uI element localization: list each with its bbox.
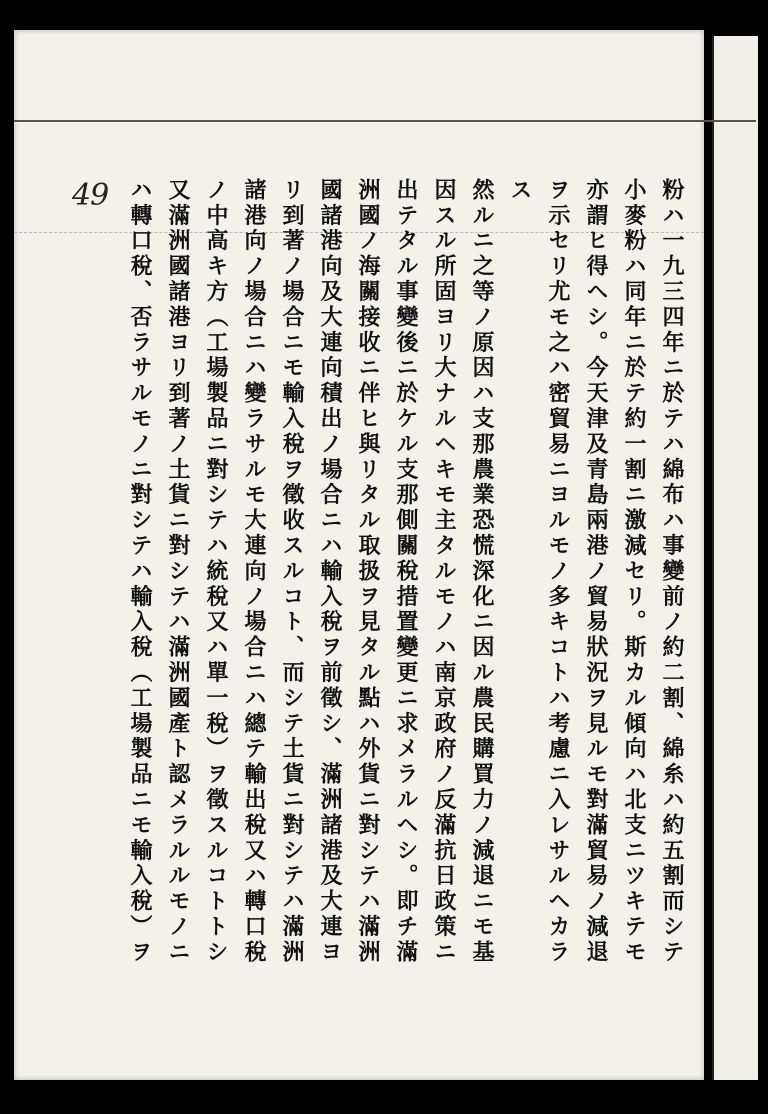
text-column: 諸港向ノ場合ニハ變ラサルモ大連向ノ場合ニハ總テ輸出稅又ハ轉口稅: [241, 178, 266, 966]
text-column: 小麥粉ハ同年ニ於テ約一割ニ激減セリ。斯カル傾向ハ北支ニツキテモ: [621, 178, 646, 966]
text-column: ノ中高キ方（工場製品ニ對シテハ統稅又ハ單一稅）ヲ徵スルコトトシ: [203, 178, 228, 966]
text-column: ハ轉口稅、否ラサルモノニ對シテハ輸入稅（工場製品ニモ輸入稅）ヲ: [127, 178, 152, 966]
text-column: 出テタル事變後ニ於ケル支那側關稅措置變更ニ求メラルヘシ。即チ滿: [393, 178, 418, 966]
text-column: 國諸港向及大連向積出ノ場合ニハ輸入稅ヲ前徵シ、滿洲諸港及大連ヨ: [317, 178, 342, 966]
adjacent-page-edge: [712, 36, 758, 1080]
header-rule: [14, 120, 756, 122]
text-column: 粉ハ一九三四年ニ於テハ綿布ハ事變前ノ約二割、綿糸ハ約五割而シテ: [659, 178, 684, 966]
text-column: ス: [507, 178, 532, 204]
vertical-text-block: [90, 178, 690, 1038]
text-column: ヲ示セリ尤モ之ハ密貿易ニヨルモノ多キコトハ考慮ニ入レサルヘカラ: [545, 178, 570, 966]
text-column: 洲國ノ海關接收ニ伴ヒ與リタル取扱ヲ見タル點ハ外貨ニ對シテハ滿洲: [355, 178, 380, 966]
text-column: リ到著ノ場合ニモ輸入稅ヲ徵收スルコト、而シテ土貨ニ對シテハ滿洲: [279, 178, 304, 966]
text-column: 因スル所固ヨリ大ナルヘキモ主タルモノハ南京政府ノ反滿抗日政策ニ: [431, 178, 456, 966]
text-column: 又滿洲國諸港ヨリ到著ノ土貨ニ對シテハ滿洲國產ト認メラルルモノニ: [165, 178, 190, 966]
text-column: 然ルニ之等ノ原因ハ支那農業恐慌深化ニ因ル農民購買力ノ減退ニモ基: [469, 178, 494, 966]
text-column: 亦謂ヒ得ヘシ。今天津及青島兩港ノ貿易狀況ヲ見ルモ對滿貿易ノ減退: [583, 178, 608, 966]
page-number: 49: [72, 178, 109, 213]
